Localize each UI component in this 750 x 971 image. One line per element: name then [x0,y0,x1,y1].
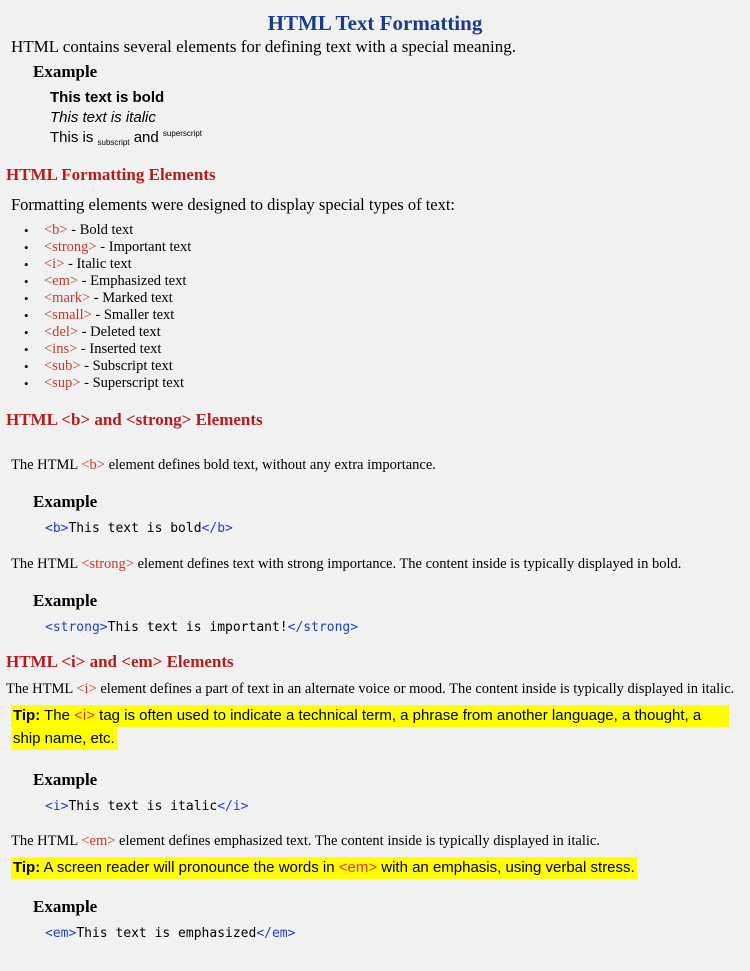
list-item-tag: <ins> [44,341,78,357]
code-close-tag: </em> [256,926,296,941]
bullet-icon: • [24,240,29,255]
demo-superscript: superscript [162,129,203,138]
list-item-tag: <small> [44,307,92,323]
tip-label: Tip: [13,707,41,724]
list-item-tag: <del> [44,324,79,340]
b-code-example [45,521,233,536]
em-code-example [45,926,295,941]
code-text: This text is important! [107,620,288,635]
tip-tag-ref: <i> [74,707,95,724]
em-description [11,833,600,850]
list-item [24,239,192,256]
strong-code-example [45,620,358,635]
list-item-tag: <b> [44,222,68,238]
demo-subsup-text [50,129,202,147]
list-item-desc: - Important text [96,239,192,255]
bullet-icon: • [24,308,29,323]
code-open-tag: <b> [45,521,69,536]
list-item-desc: - Deleted text [78,324,161,340]
list-item [24,324,191,341]
list-item-tag: <strong> [44,239,97,255]
bullet-icon: • [24,359,29,374]
example-label: Example [33,770,98,789]
i-description [6,681,734,698]
example-label: Example [33,897,98,916]
code-open-tag: <strong> [45,620,108,635]
list-item [24,273,191,290]
em-desc-pre: The HTML [11,833,82,849]
code-text: This text is emphasized [76,926,257,941]
strong-description [11,556,681,573]
demo-bold-text: This text is bold [50,89,165,106]
list-item [24,375,191,392]
tip-label: Tip: [13,859,41,876]
tip-box-i-line2 [11,728,117,750]
i-tag-ref: <i> [76,681,97,697]
em-tag-ref: <em> [81,833,116,849]
i-code-example [45,799,249,814]
list-item-tag: <sup> [44,375,81,391]
i-desc-pre: The HTML [6,681,77,697]
tip-text: with an emphasis, using verbal stress. [377,859,635,876]
list-item-desc: - Smaller text [91,307,175,323]
bullet-icon: • [24,342,29,357]
demo-and: and [133,129,159,146]
example-label: Example [33,492,98,511]
list-item [24,256,191,273]
list-item-desc: - Inserted text [77,341,162,357]
list-item-tag: <em> [44,273,79,289]
code-close-tag: </strong> [287,620,359,635]
page-title: HTML Text Formatting [267,11,483,35]
bullet-icon: • [24,223,29,238]
demo-subsup-prefix: This is [50,129,94,146]
code-open-tag: <i> [45,799,69,814]
code-close-tag: </b> [201,521,233,536]
bullet-icon: • [24,325,29,340]
b-desc-pre: The HTML [11,457,82,473]
code-open-tag: <em> [45,926,77,941]
b-tag-ref: <b> [81,457,105,473]
list-item-desc: - Bold text [67,222,134,238]
code-close-tag: </i> [217,799,249,814]
example-label: Example [33,591,98,610]
list-item-desc: - Subscript text [80,358,173,374]
demo-italic-text: This text is italic [50,109,156,126]
tip-box-em [11,857,637,879]
tip-text: The [40,707,75,724]
example-label: Example [33,62,98,81]
list-item-tag: <i> [44,256,65,272]
list-item-tag: <mark> [44,290,91,306]
list-item-desc: - Emphasized text [78,273,187,289]
tip-text: tag is often used to indicate a technical term, a phrase from another language, a thought, a [95,707,702,724]
section-heading-b-strong: HTML <b> and <strong> Elements [6,410,263,429]
bullet-icon: • [24,274,29,289]
tip-text: A screen reader will pronounce the words in [40,859,339,876]
list-item-tag: <sub> [44,358,81,374]
list-item-desc: - Superscript text [80,375,184,391]
list-item [24,307,191,324]
demo-subscript: subscript [97,138,130,147]
formatting-intro: Formatting elements were designed to display special types of text: [11,195,456,214]
intro-text: HTML contains several elements for defining text with a special meaning. [11,37,516,56]
list-item [24,222,191,239]
list-item-desc: - Italic text [64,256,132,272]
em-desc-post: element defines emphasized text. The content inside is typically displayed in italic. [115,833,600,849]
strong-desc-post: element defines text with strong importance. The content inside is typically displayed in bold. [133,556,682,572]
list-item [24,341,191,358]
code-text: This text is italic [68,799,218,814]
b-description [11,457,436,474]
formatting-list [24,222,192,392]
section-heading-i-em: HTML <i> and <em> Elements [6,652,234,671]
b-desc-post: element defines bold text, without any extra importance. [104,457,436,473]
tip-box-i [11,705,729,727]
i-desc-post: element defines a part of text in an alternate voice or mood. The content inside is typically displayed in italic. [96,681,735,697]
strong-desc-pre: The HTML [11,556,82,572]
bullet-icon: • [24,376,29,391]
list-item-desc: - Marked text [90,290,173,306]
code-text: This text is bold [68,521,202,536]
section-heading-formatting: HTML Formatting Elements [6,165,216,184]
tip-tag-ref: <em> [338,859,378,876]
bullet-icon: • [24,257,29,272]
list-item [24,358,191,375]
tip-text: ship name, etc. [13,730,115,747]
list-item [24,290,191,307]
strong-tag-ref: <strong> [81,556,134,572]
bullet-icon: • [24,291,29,306]
